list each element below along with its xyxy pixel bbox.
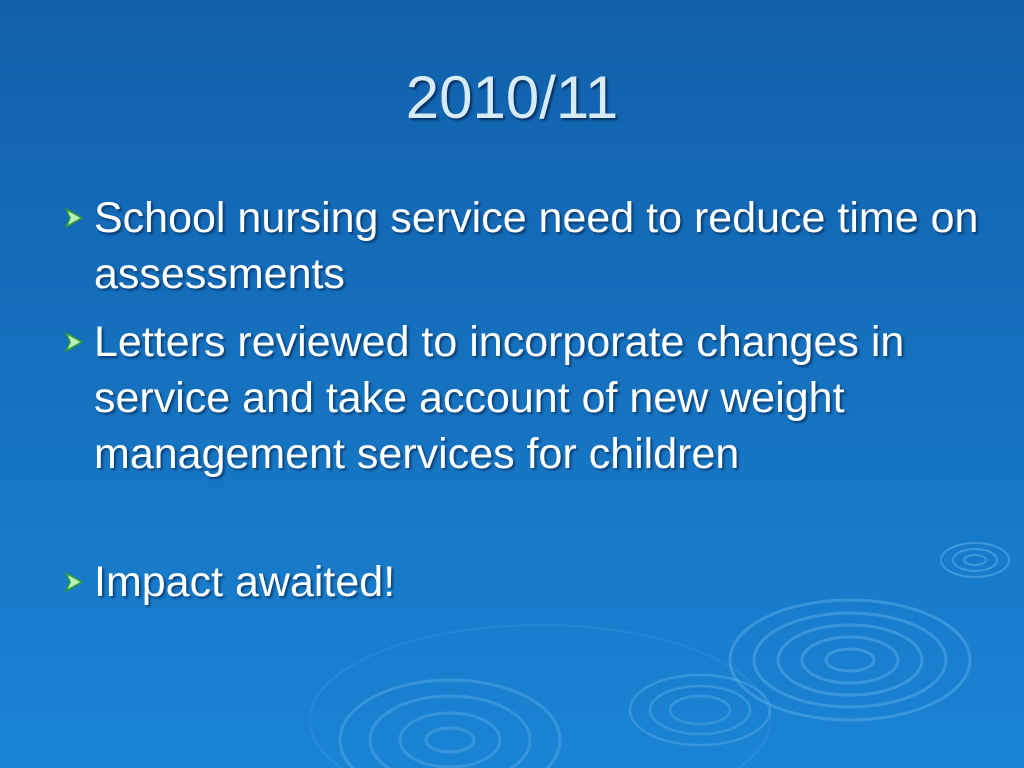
slide-title: 2010/11: [405, 64, 619, 131]
bullet-text: Impact awaited!: [94, 558, 396, 606]
bullet-text: School nursing service need to reduce time on assessments: [94, 194, 979, 298]
bullet-text: Letters reviewed to incorporate changes in service and take account of new weight management services for children: [94, 318, 905, 478]
bullet-list: [62, 190, 982, 610]
bullet-item: [62, 314, 982, 482]
bullet-item: [62, 190, 982, 302]
bullet-item: [62, 554, 982, 610]
arrow-bullet-icon: [62, 554, 94, 610]
arrow-bullet-icon: [62, 190, 94, 246]
arrow-bullet-icon: [62, 314, 94, 370]
